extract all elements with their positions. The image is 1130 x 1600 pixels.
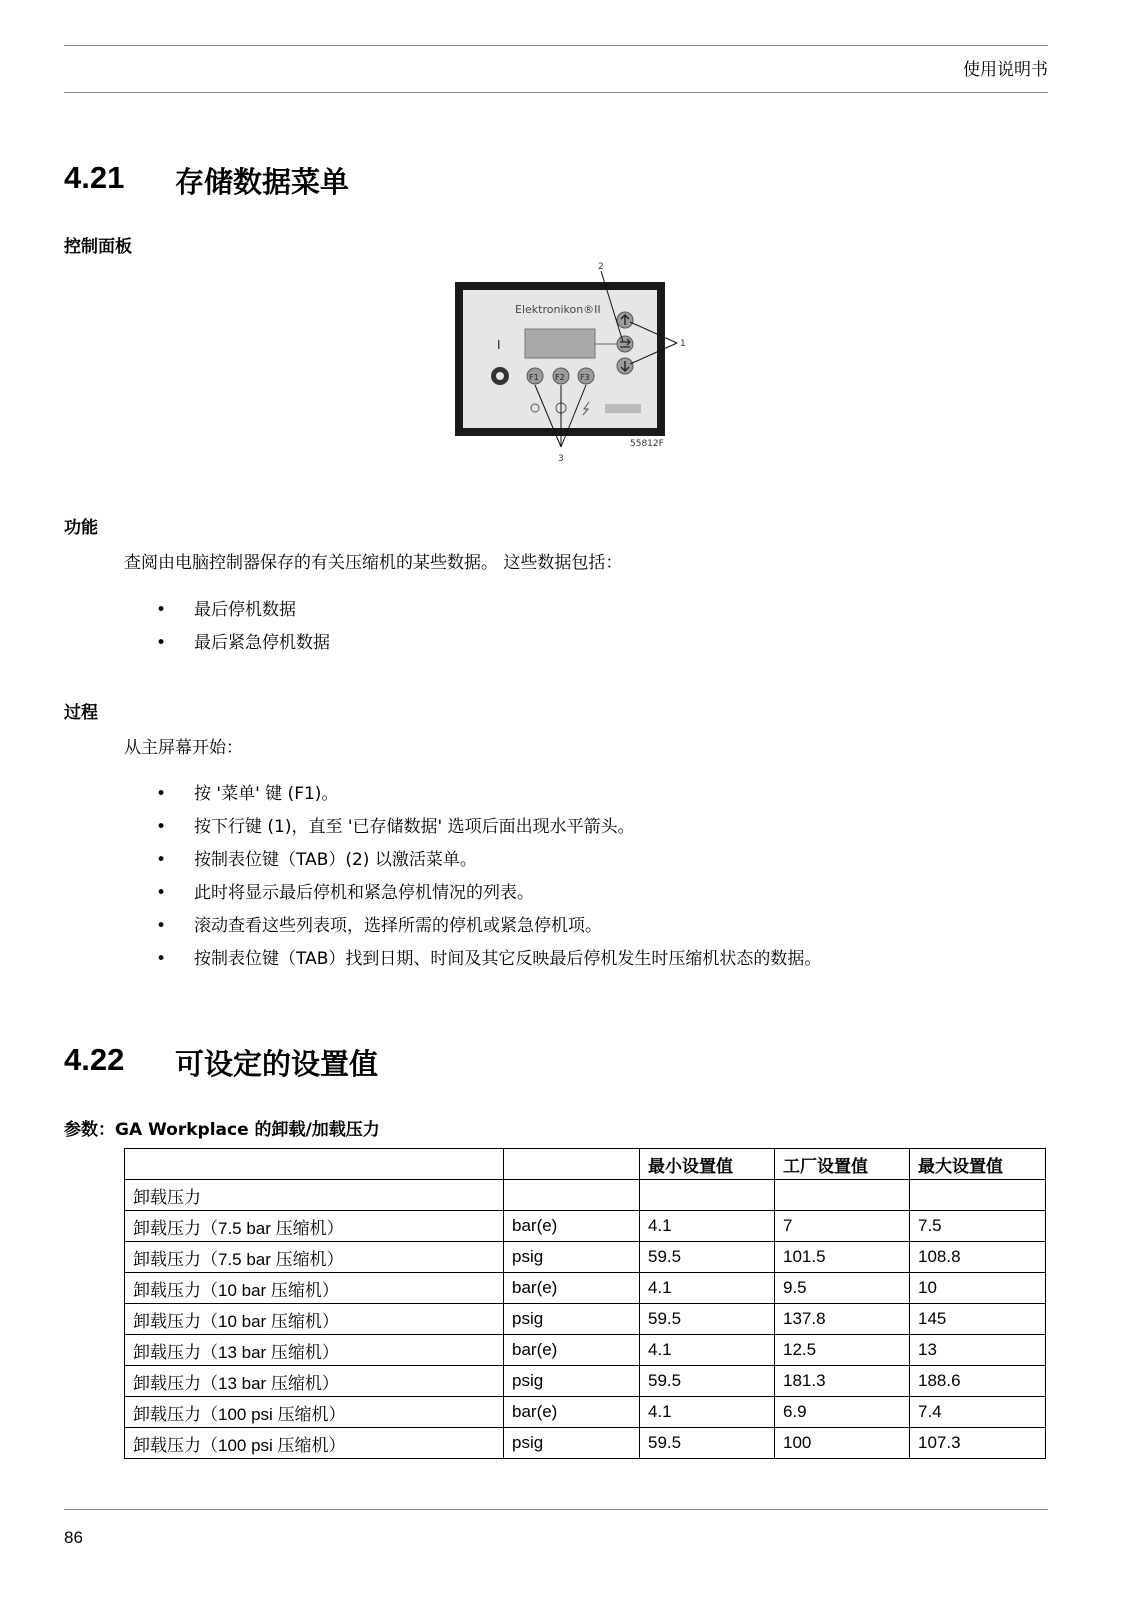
section-number: 4.22 [64,1042,125,1077]
parameter-cell: 卸载压力（100 psi 压缩机） [125,1397,504,1428]
list-item: • 按制表位键（TAB）找到日期、时间及其它反映最后停机发生时压缩机状态的数据。 [156,943,821,976]
svg-text:F1: F1 [529,373,539,382]
header-rule-bottom [64,92,1048,93]
parameter-cell: 卸载压力（100 psi 压缩机） [125,1428,504,1459]
footer-rule [64,1509,1048,1510]
on-key-label: I [497,338,501,352]
unit-cell: psig [504,1242,640,1273]
callout-1-label: 1 [680,339,686,349]
list-item: • 按 '菜单' 键 (F1)。 [156,778,821,811]
callout-2-label: 2 [598,262,604,272]
parameter-cell: 卸载压力（10 bar 压缩机） [125,1273,504,1304]
panel-heading: 控制面板 [64,237,132,257]
factory-cell: 137.8 [775,1304,910,1335]
parameter-cell: 卸载压力 [125,1180,504,1211]
document-title: 使用说明书 [963,60,1048,80]
max-cell: 108.8 [910,1242,1046,1273]
parameter-heading: 参数：GA Workplace 的卸载/加载压力 [64,1120,380,1140]
factory-cell [775,1180,910,1211]
min-cell: 4.1 [640,1397,775,1428]
list-item: • 滚动查看这些列表项，选择所需的停机或紧急停机项。 [156,910,821,943]
unit-cell: psig [504,1366,640,1397]
header-rule-top [64,45,1048,46]
parameter-cell: 卸载压力（7.5 bar 压缩机） [125,1242,504,1273]
section-number: 4.21 [64,160,125,195]
max-cell: 188.6 [910,1366,1046,1397]
f3-key [578,368,594,384]
brand-logo [605,404,641,413]
factory-cell: 101.5 [775,1242,910,1273]
table-row [125,1397,1046,1428]
procedure-heading: 过程 [64,703,98,723]
table-row [125,1428,1046,1459]
bullet-icon: • [156,916,167,936]
table-row [125,1366,1046,1397]
factory-cell: 6.9 [775,1397,910,1428]
factory-cell: 9.5 [775,1273,910,1304]
column-header-max: 最大设置值 [910,1149,1046,1180]
function-list [156,594,330,660]
unit-cell: bar(e) [504,1273,640,1304]
min-cell: 59.5 [640,1366,775,1397]
list-item: • 此时将显示最后停机和紧急停机情况的列表。 [156,877,821,910]
factory-cell: 7 [775,1211,910,1242]
procedure-list [156,778,821,976]
parameter-cell: 卸载压力（10 bar 压缩机） [125,1304,504,1335]
unit-cell: bar(e) [504,1211,640,1242]
max-cell: 7.5 [910,1211,1046,1242]
list-item: • 最后停机数据 [156,594,330,627]
unit-cell: psig [504,1428,640,1459]
max-cell: 145 [910,1304,1046,1335]
control-panel-diagram [455,262,705,472]
min-cell: 59.5 [640,1428,775,1459]
bullet-icon: • [156,817,167,837]
column-header-factory: 工厂设置值 [775,1149,910,1180]
page-number: 86 [64,1528,83,1547]
column-header [125,1149,504,1180]
list-item: • 按下行键 (1)，直至 '已存储数据' 选项后面出现水平箭头。 [156,811,821,844]
bullet-icon: • [156,850,167,870]
unit-cell [504,1180,640,1211]
f2-key [553,368,569,384]
table-row [125,1242,1046,1273]
section-title: 可设定的设置值 [175,1047,379,1081]
svg-text:F3: F3 [580,373,590,382]
bullet-icon: • [156,949,167,969]
callout-3-label: 3 [558,454,564,464]
parameter-cell: 卸载压力（13 bar 压缩机） [125,1335,504,1366]
min-cell: 4.1 [640,1335,775,1366]
table-row [125,1335,1046,1366]
settings-table [124,1148,1046,1459]
table-row [125,1211,1046,1242]
unit-cell: bar(e) [504,1335,640,1366]
bullet-icon: • [156,633,167,653]
function-text: 查阅由电脑控制器保存的有关压缩机的某些数据。 这些数据包括： [124,553,623,573]
max-cell: 7.4 [910,1397,1046,1428]
min-cell: 59.5 [640,1242,775,1273]
min-cell: 59.5 [640,1304,775,1335]
svg-text:F2: F2 [555,373,565,382]
figure-id-label: 55812F [630,439,664,449]
unit-cell: bar(e) [504,1397,640,1428]
table-header-row [125,1149,1046,1180]
max-cell: 10 [910,1273,1046,1304]
bullet-icon: • [156,883,167,903]
bullet-icon: • [156,784,167,804]
parameter-cell: 卸载压力（7.5 bar 压缩机） [125,1211,504,1242]
bullet-icon: • [156,600,167,620]
stop-button-icon [491,367,509,385]
table-row [125,1304,1046,1335]
min-cell: 4.1 [640,1211,775,1242]
factory-cell: 100 [775,1428,910,1459]
column-header-min: 最小设置值 [640,1149,775,1180]
max-cell: 107.3 [910,1428,1046,1459]
factory-cell: 181.3 [775,1366,910,1397]
f1-key [527,368,543,384]
table-row [125,1180,1046,1211]
max-cell: 13 [910,1335,1046,1366]
panel-brand-label: Elektronikon®II [515,303,601,316]
list-item: • 按制表位键（TAB）(2) 以激活菜单。 [156,844,821,877]
down-arrow-key [617,358,633,374]
factory-cell: 12.5 [775,1335,910,1366]
function-heading: 功能 [64,518,98,538]
section-title: 存储数据菜单 [175,165,350,199]
list-item: • 最后紧急停机数据 [156,627,330,660]
min-cell: 4.1 [640,1273,775,1304]
min-cell [640,1180,775,1211]
display-screen [525,329,595,358]
table-row [125,1273,1046,1304]
column-header [504,1149,640,1180]
procedure-intro: 从主屏幕开始： [124,738,243,758]
tab-key [617,336,633,352]
up-arrow-key [617,312,633,328]
parameter-cell: 卸载压力（13 bar 压缩机） [125,1366,504,1397]
max-cell [910,1180,1046,1211]
unit-cell: psig [504,1304,640,1335]
